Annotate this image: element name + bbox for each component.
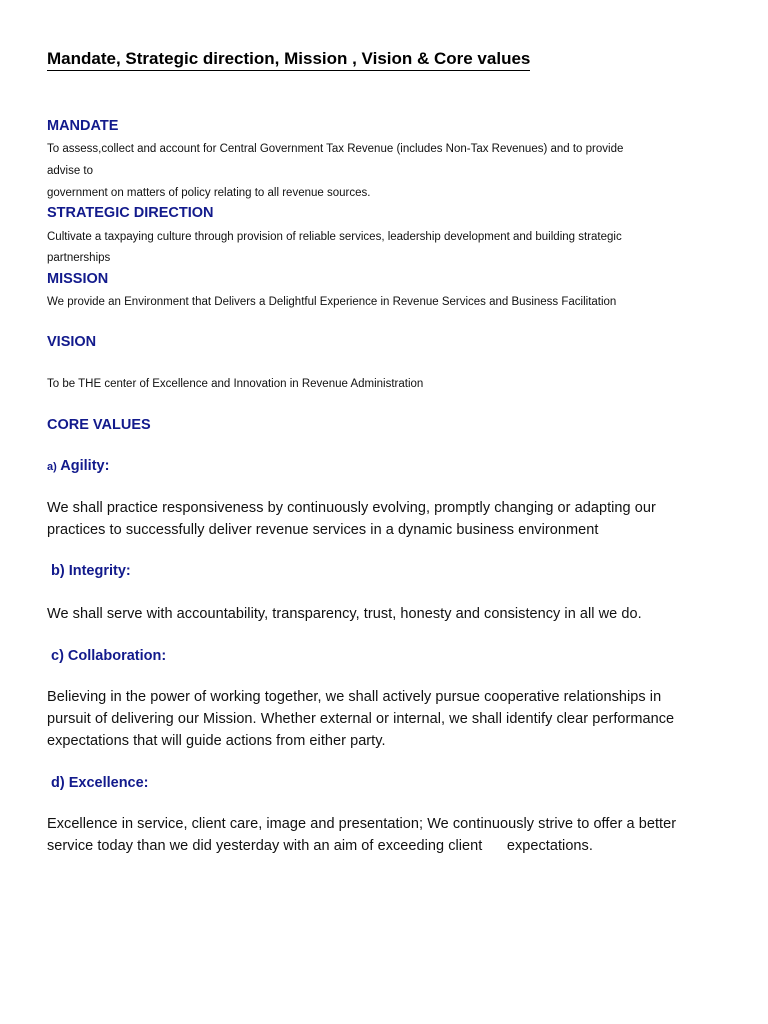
mission-heading: MISSION [47, 271, 109, 287]
agility-label-text: Agility: [60, 458, 110, 474]
agility-prefix: a) [47, 461, 57, 473]
vision-text: To be THE center of Excellence and Innovation in Revenue Administration [47, 378, 424, 390]
strategic-text-line: partnerships [47, 252, 111, 264]
mandate-heading: MANDATE [47, 118, 119, 134]
integrity-label: b) Integrity: [51, 563, 131, 579]
agility-text-line: We shall practice responsiveness by continuously evolving, promptly changing or adapting our [47, 500, 656, 516]
collaboration-text-line: Believing in the power of working together, we shall actively pursue cooperative relationships in [47, 689, 662, 705]
strategic-direction-heading: STRATEGIC DIRECTION [47, 205, 214, 221]
agility-text-line: practices to successfully deliver revenue services in a dynamic business environment [47, 522, 599, 538]
collaboration-text-line: expectations that will guide actions from either party. [47, 733, 386, 749]
core-values-heading: CORE VALUES [47, 417, 151, 433]
integrity-text: We shall serve with accountability, transparency, trust, honesty and consistency in all we do. [47, 606, 642, 622]
excellence-text-line: service today than we did yesterday with an aim of exceeding client expectations. [47, 838, 593, 854]
agility-label [47, 458, 109, 474]
strategic-text-line: Cultivate a taxpaying culture through provision of reliable services, leadership development and building strategic [47, 231, 622, 243]
mandate-text-line: government on matters of policy relating to all revenue sources. [47, 187, 371, 199]
mandate-text-line: advise to [47, 165, 94, 177]
excellence-label: d) Excellence: [51, 775, 149, 791]
collaboration-text-line: pursuit of delivering our Mission. Whether external or internal, we shall identify clear performance [47, 711, 675, 727]
vision-heading: VISION [47, 334, 97, 350]
excellence-text-line: Excellence in service, client care, image and presentation; We continuously strive to offer a better [47, 816, 677, 832]
mission-text: We provide an Environment that Delivers a Delightful Experience in Revenue Services and Business Facilitation [47, 296, 617, 308]
mandate-text-line: To assess,collect and account for Central Government Tax Revenue (includes Non-Tax Revenues) and to provide [47, 143, 624, 155]
page-title: Mandate, Strategic direction, Mission , Vision & Core values [47, 49, 530, 71]
collaboration-label: c) Collaboration: [51, 648, 167, 664]
